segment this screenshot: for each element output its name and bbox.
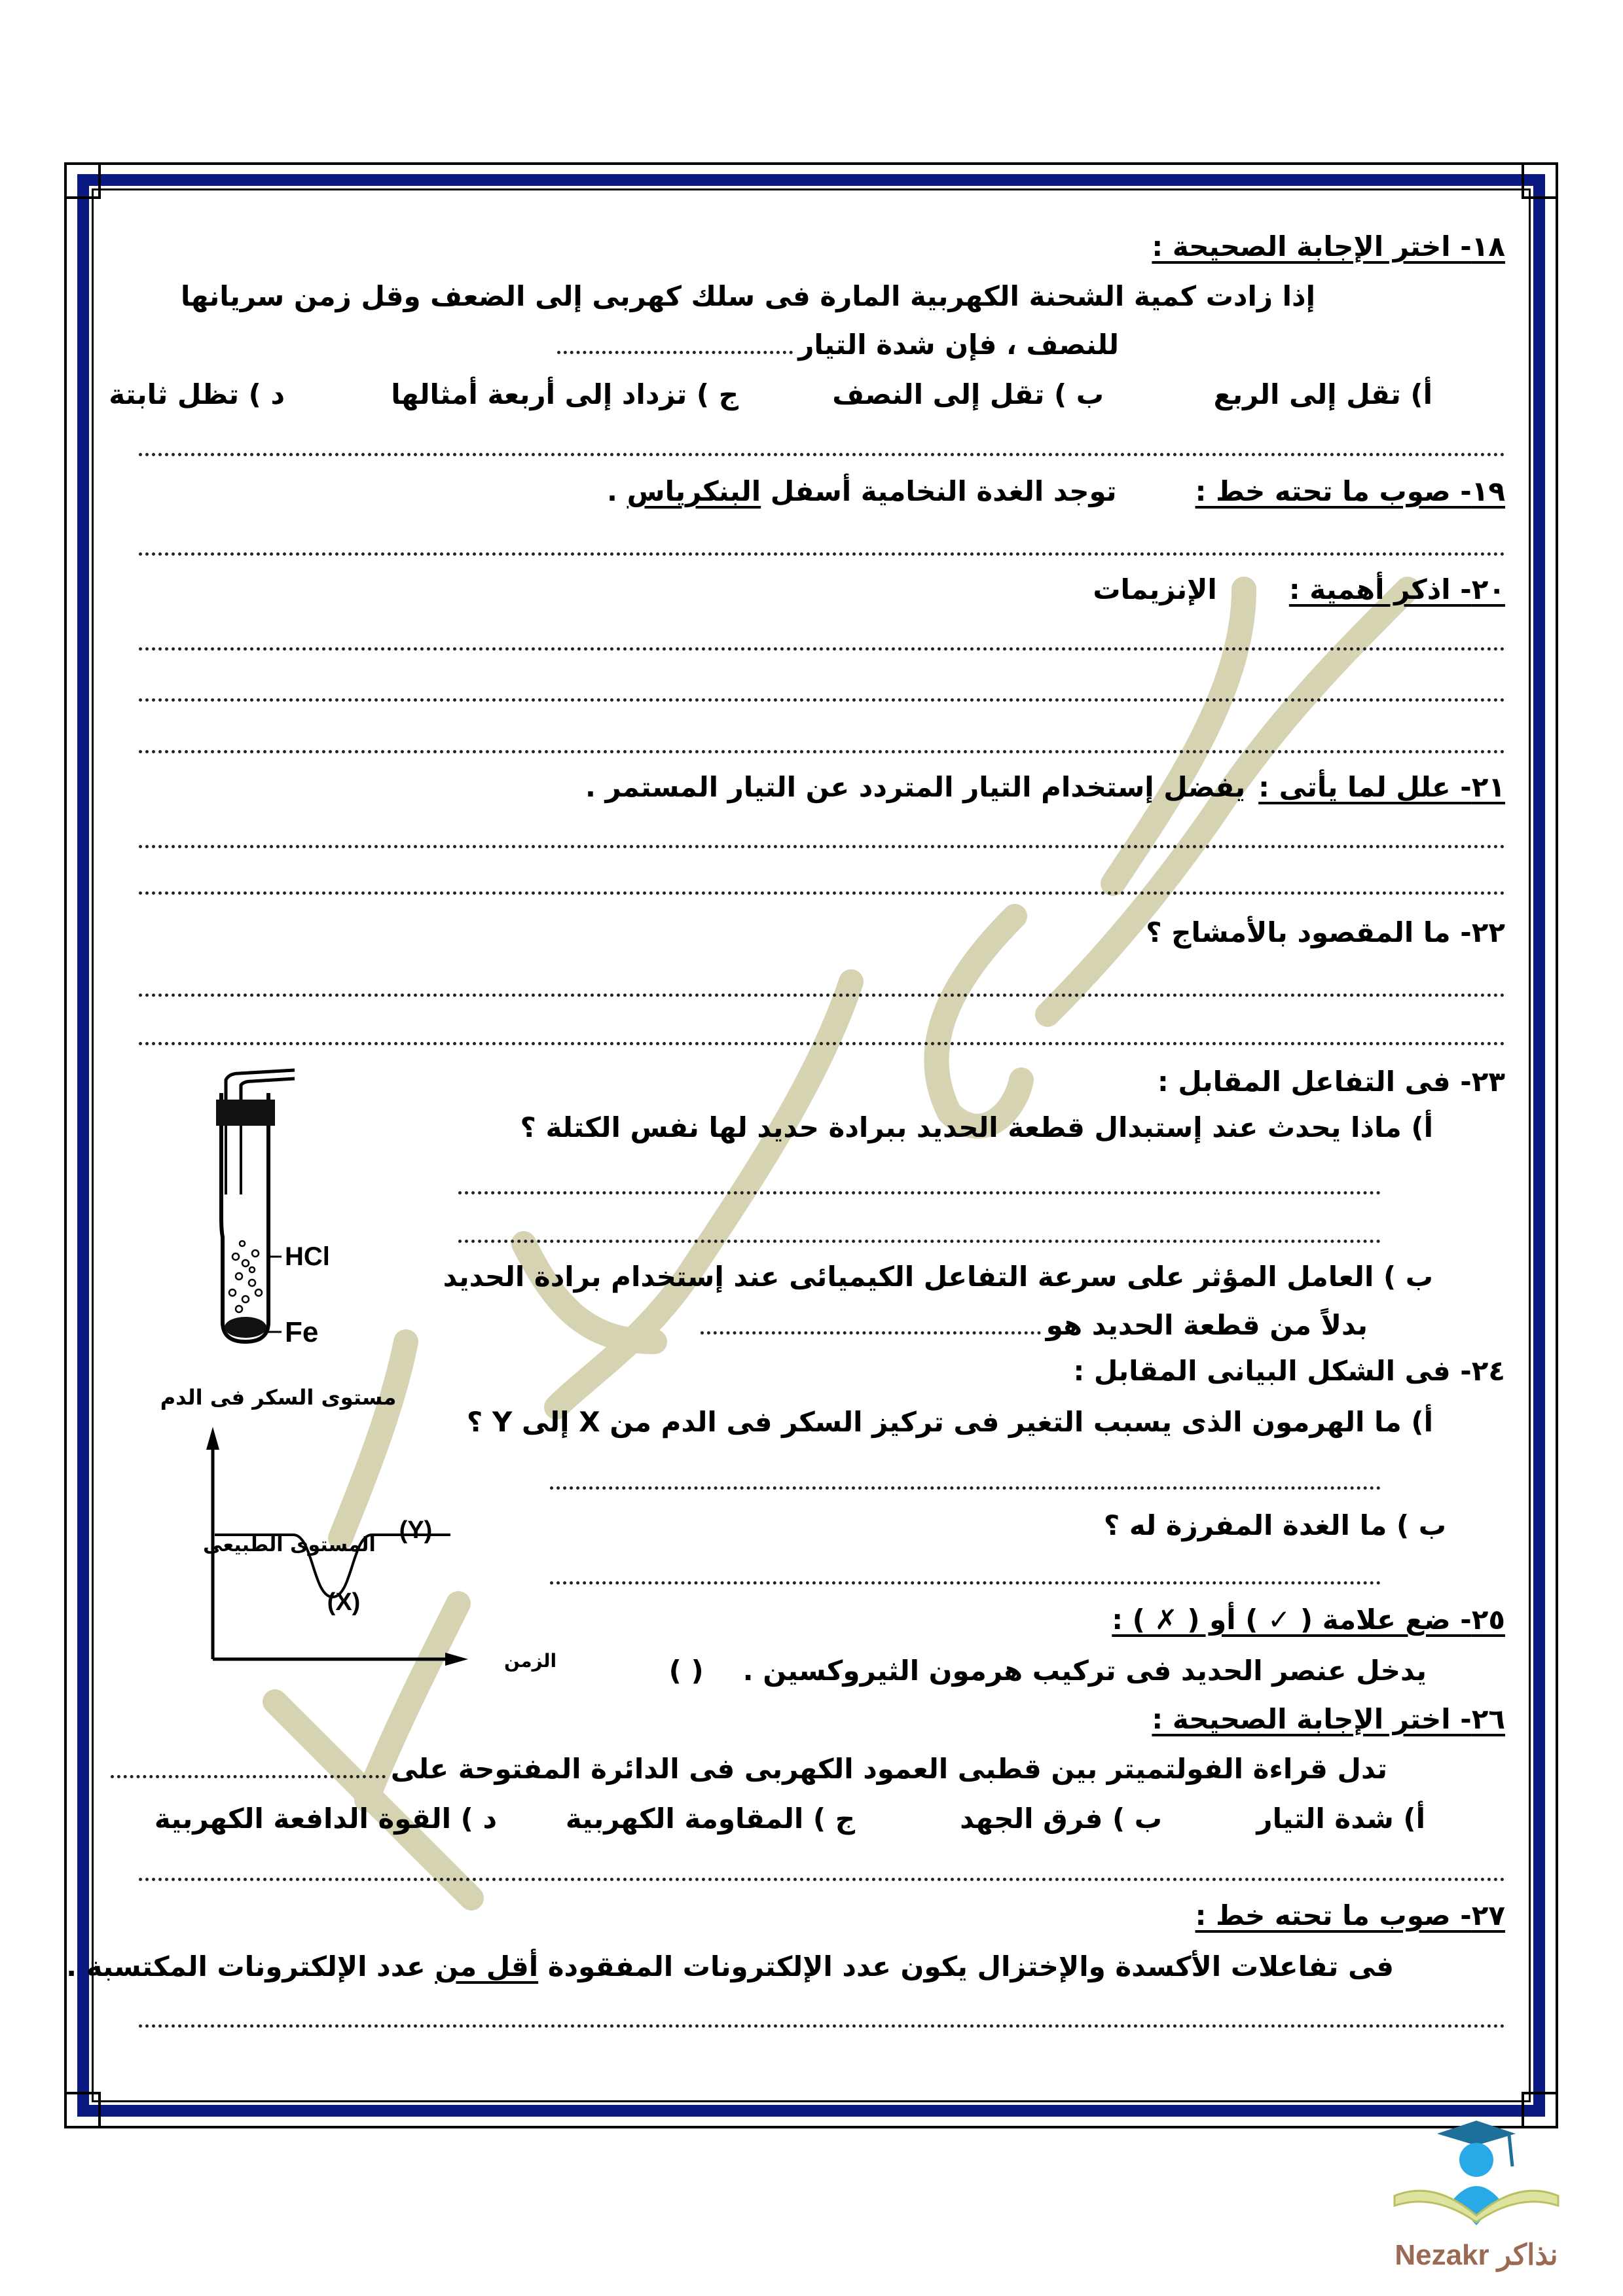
q26-statement: تدل قراءة الفولتميتر بين قطبى العمود الكهربى فى الدائرة المفتوحة على (390, 1753, 1387, 1785)
answer-line[interactable] (139, 1042, 1505, 1045)
q24-a: أ) ما الهرمون الذى يسبب التغير فى تركيز السكر فى الدم من X إلى Y ؟ (466, 1406, 1433, 1438)
q19-end: . (607, 475, 627, 507)
answer-line[interactable] (458, 1191, 1381, 1194)
q26-text (105, 1753, 1387, 1785)
q19-underlined: البنكرياس (627, 475, 761, 507)
q27-title: ٢٧- صوب ما تحته خط : (1195, 1899, 1505, 1931)
q26-option-d[interactable]: د ) القوة الدافعة الكهربية (154, 1803, 497, 1835)
q23-title: ٢٣- فى التفاعل المقابل : (1157, 1066, 1505, 1098)
y-axis-arrow (206, 1427, 219, 1450)
q18-option-a[interactable]: أ) تقل إلى الربع (1213, 378, 1432, 410)
q23-b2-text: بدلاً من قطعة الحديد هو (1046, 1309, 1368, 1341)
answer-line[interactable] (139, 647, 1505, 651)
test-tube-figure (183, 1067, 354, 1355)
answer-line[interactable] (139, 845, 1505, 848)
q23-b1: ب ) العامل المؤثر على سرعة التفاعل الكيميائى عند إستخدام برادة الحديد (443, 1261, 1433, 1293)
q26-option-b[interactable]: ب ) فرق الجهد (960, 1803, 1162, 1835)
point-y-label: (Y) (399, 1516, 433, 1544)
answer-line[interactable] (139, 891, 1505, 895)
corner-ornament (1522, 162, 1558, 199)
q19 (607, 475, 1505, 508)
q21 (585, 771, 1505, 804)
label-fe: Fe (285, 1316, 319, 1348)
answer-line[interactable] (139, 453, 1505, 456)
corner-ornament (64, 162, 101, 199)
answer-line[interactable] (139, 2024, 1505, 2028)
q18-option-c[interactable]: ج ) تزداد إلى أربعة أمثالها (391, 378, 739, 410)
q23-a: أ) ماذا يحدث عند إستبدال قطعة الحديد ببرادة حديد لها نفس الكتلة ؟ (520, 1111, 1433, 1143)
answer-blank[interactable] (111, 1775, 386, 1778)
q25-title: ٢٥- ضع علامة ( ✓ ) أو ( ✗ ) : (1112, 1604, 1505, 1636)
q27-text2: عدد الإلكترونات المكتسبة . (66, 1950, 426, 1982)
answer-line[interactable] (139, 750, 1505, 753)
q18-option-d[interactable]: د ) تظل ثابتة (109, 378, 285, 410)
q18-line2-text: للنصف ، فإن شدة التيار (798, 329, 1119, 361)
logo-text: Nezakr نذاكر (1395, 2239, 1558, 2271)
answer-line[interactable] (139, 994, 1505, 997)
x-axis-label: الزمن (504, 1650, 557, 1672)
q24-b: ب ) ما الغدة المفرزة له ؟ (1103, 1509, 1446, 1541)
q24-title: ٢٤- فى الشكل البيانى المقابل : (1073, 1355, 1505, 1387)
q27-underlined: أقل من (435, 1950, 539, 1982)
answer-line[interactable] (139, 552, 1505, 556)
answer-line[interactable] (139, 698, 1505, 702)
answer-line[interactable] (458, 1240, 1381, 1243)
q18-title: ١٨- اختر الإجابة الصحيحة : (1152, 230, 1505, 262)
q27-text1: فى تفاعلات الأكسدة والإختزال يكون عدد الإلكترونات المفقودة (547, 1950, 1394, 1982)
q18-line1: إذا زادت كمية الشحنة الكهربية المارة فى سلك كهربى إلى الضعف وقل زمن سريانها (181, 280, 1315, 312)
answer-blank[interactable] (557, 351, 793, 354)
point-x-label: (X) (327, 1588, 361, 1616)
q20-title: ٢٠- اذكر أهمية : (1288, 573, 1505, 605)
y-axis-label: مستوى السكر فى الدم (160, 1385, 397, 1410)
normal-level-label: المستوى الطبيعى (203, 1534, 376, 1556)
q25-text (669, 1655, 1427, 1687)
label-hcl: HCl (285, 1242, 330, 1271)
x-axis-arrow (445, 1653, 468, 1666)
q26-title: ٢٦- اختر الإجابة الصحيحة : (1152, 1703, 1505, 1735)
answer-line[interactable] (550, 1486, 1381, 1490)
q23-b2 (695, 1309, 1368, 1342)
answer-line[interactable] (139, 1878, 1505, 1881)
q18-line2 (552, 329, 1119, 361)
q27-text (66, 1950, 1394, 1983)
q25-statement: يدخل عنصر الحديد فى تركيب هرمون الثيروكسين . (742, 1655, 1427, 1687)
corner-ornament (64, 2092, 101, 2128)
answer-blank[interactable] (701, 1331, 1041, 1335)
nezakr-logo (1381, 2108, 1571, 2278)
q19-text: توجد الغدة النخامية أسفل (770, 475, 1117, 507)
q26-option-c[interactable]: ج ) المقاومة الكهربية (565, 1803, 855, 1835)
answer-line[interactable] (550, 1581, 1381, 1585)
q22-title: ٢٢- ما المقصود بالأمشاج ؟ (1146, 916, 1505, 948)
q18-option-b[interactable]: ب ) تقل إلى النصف (832, 378, 1104, 410)
q21-title: ٢١- علل لما يأتى : (1258, 771, 1505, 803)
q20 (1093, 573, 1505, 606)
q25-answer-brackets[interactable]: ( ) (668, 1655, 704, 1687)
q26-option-a[interactable]: أ) شدة التيار (1256, 1803, 1425, 1835)
blood-sugar-chart (111, 1381, 557, 1672)
q19-title: ١٩- صوب ما تحته خط : (1195, 475, 1505, 507)
q20-text: الإنزيمات (1093, 573, 1217, 605)
q21-text: يفضل إستخدام التيار المتردد عن التيار المستمر . (585, 771, 1246, 803)
